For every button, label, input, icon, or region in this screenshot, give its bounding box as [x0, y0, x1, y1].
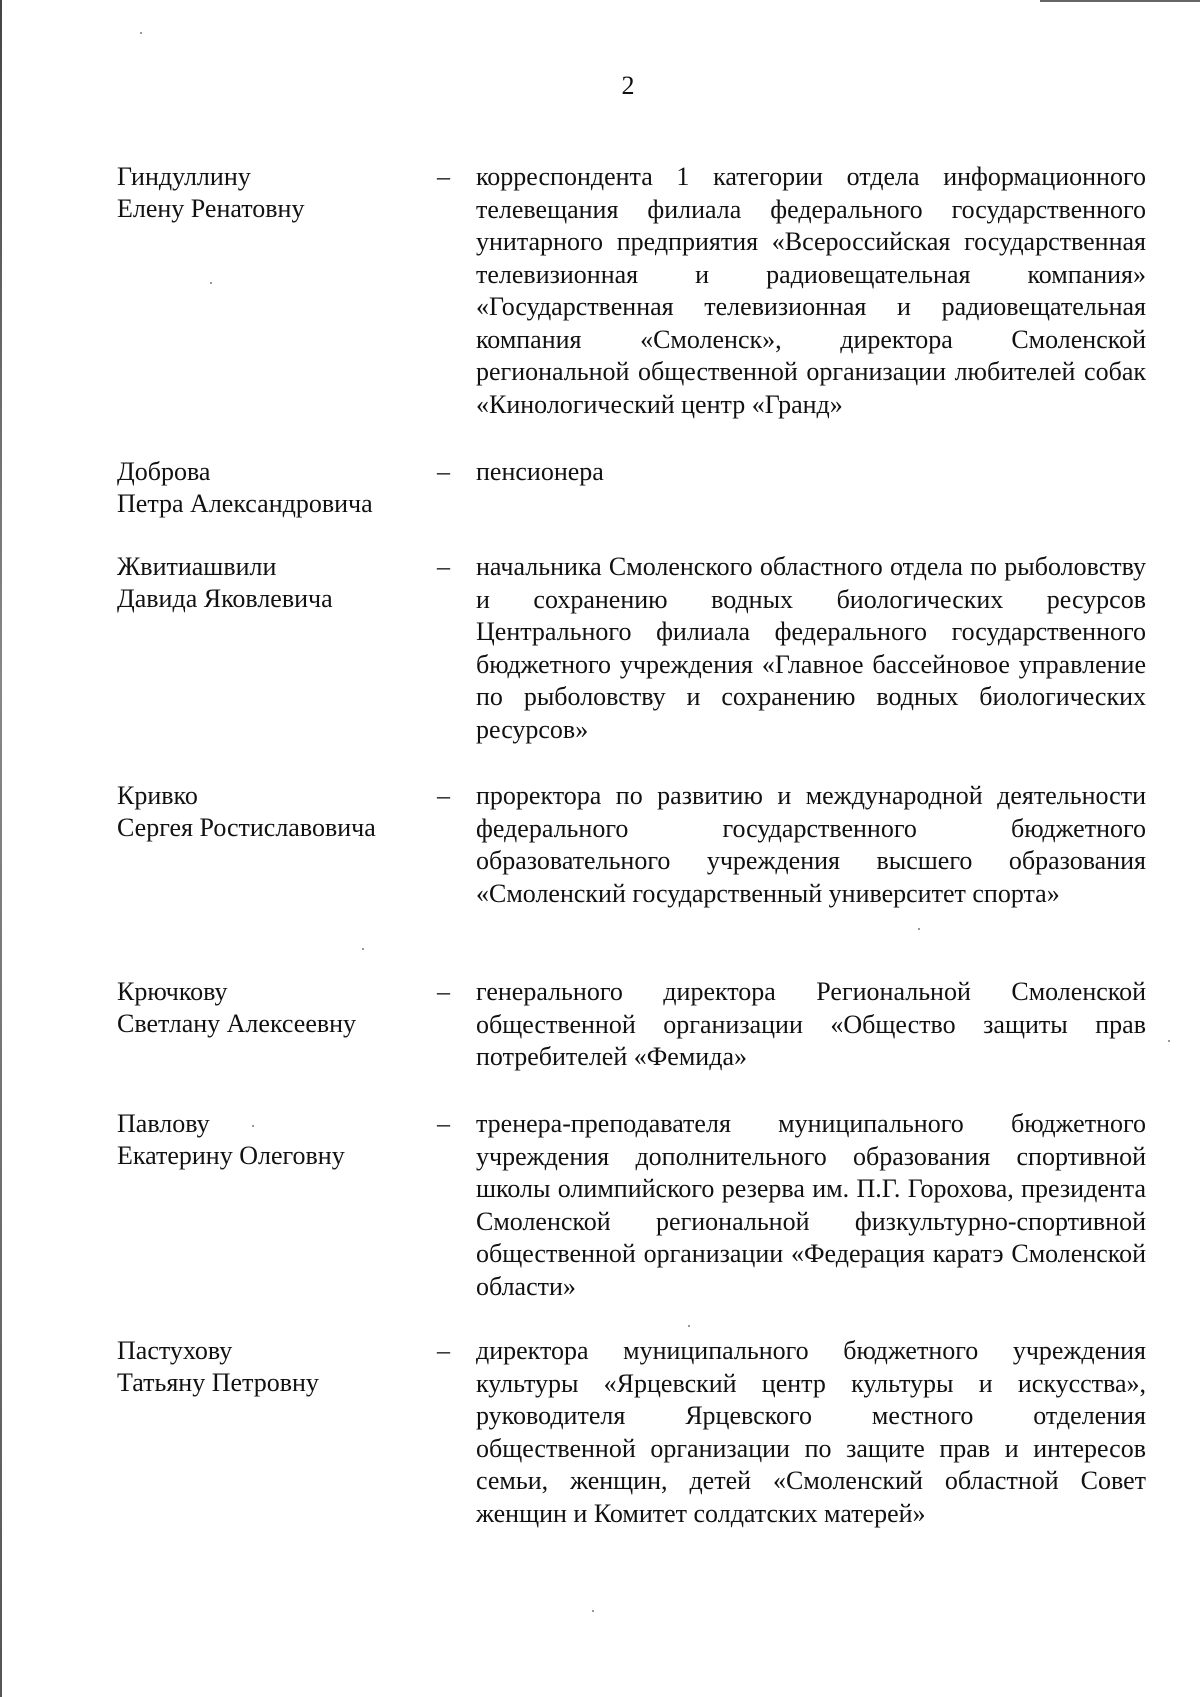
scan-speck [210, 282, 212, 284]
entry-description: проректора по развитию и международной деятельности федерального государственного бюджетного образовательного учреждения высшего образования «Смоленский государственный университет спорта» [476, 781, 1146, 908]
scan-speck [592, 1610, 594, 1612]
page-number: 2 [621, 71, 635, 100]
scan-top-edge [1040, 0, 1200, 2]
entry-description: начальника Смоленского областного отдела по рыболовству и сохранению водных биологических ресурсов Центрального филиала федерального государственного бюджетного учреждения «Главное бассейновое управление по рыболовству и сохранению водных биологических ресурсов» [476, 552, 1146, 744]
scan-speck [918, 928, 920, 930]
entry-description: корреспондента 1 категории отдела информационного телевещания филиала федерального государственного унитарного предприятия «Всероссийская государственная телевизионная и радиовещательная компания» «Государственная телевизионная и радиовещательная компания «Смоленск», директора Смоленской региональной общественной организации любителей собак «Кинологический центр «Гранд» [476, 162, 1146, 419]
entry-surname: Крючкову [117, 977, 228, 1006]
entry-name [117, 161, 437, 225]
entry-surname: Кривко [117, 781, 198, 810]
entry-given-names: Татьяну Петровну [117, 1368, 319, 1397]
entry-dash: – [437, 1336, 450, 1365]
entry-description: генерального директора Региональной Смоленской общественной организации «Общество защиты прав потребителей «Фемида» [476, 977, 1146, 1071]
entry-dash: – [437, 781, 450, 810]
entry-surname: Гиндуллину [117, 162, 251, 191]
entry-description: пенсионера [476, 457, 604, 486]
entry-description: тренера-преподавателя муниципального бюджетного учреждения дополнительного образования спортивной школы олимпийского резерва им. П.Г. Горохова, президента Смоленской региональной физкультурно-спортивной общественной организации «Федерация каратэ Смоленской области» [476, 1109, 1146, 1301]
entry-name [117, 780, 437, 844]
entry-surname: Пастухову [117, 1336, 233, 1365]
entry-name [117, 551, 437, 615]
entry-given-names: Светлану Алексеевну [117, 1009, 357, 1038]
entry-dash: – [437, 552, 450, 581]
entry-given-names: Давида Яковлевича [117, 584, 333, 613]
entry-given-names: Сергея Ростиславовича [117, 813, 376, 842]
entry-name [117, 456, 437, 520]
entry-name [117, 976, 437, 1040]
scan-speck [1168, 1040, 1170, 1042]
scan-speck [252, 1125, 254, 1127]
entry-surname: Доброва [117, 457, 211, 486]
scan-speck [688, 1325, 690, 1327]
entry-dash: – [437, 1109, 450, 1138]
scan-speck [140, 32, 142, 34]
entry-dash: – [437, 457, 450, 486]
entry-description: директора муниципального бюджетного учреждения культуры «Ярцевский центр культуры и искусства», руководителя Ярцевского местного отделения общественной организации по защите прав и интересов семьи, женщин, детей «Смоленский областной Совет женщин и Комитет солдатских матерей» [476, 1336, 1146, 1528]
entry-given-names: Елену Ренатовну [117, 194, 305, 223]
entry-given-names: Петра Александровича [117, 489, 373, 518]
entry-surname: Жвитиашвили [117, 552, 277, 581]
entry-surname: Павлову [117, 1109, 210, 1138]
scan-left-edge [0, 0, 2, 1697]
entry-given-names: Екатерину Олеговну [117, 1141, 345, 1170]
entry-name [117, 1108, 437, 1172]
entry-name [117, 1335, 437, 1399]
scan-speck [362, 948, 364, 950]
entry-dash: – [437, 162, 450, 191]
entry-dash: – [437, 977, 450, 1006]
